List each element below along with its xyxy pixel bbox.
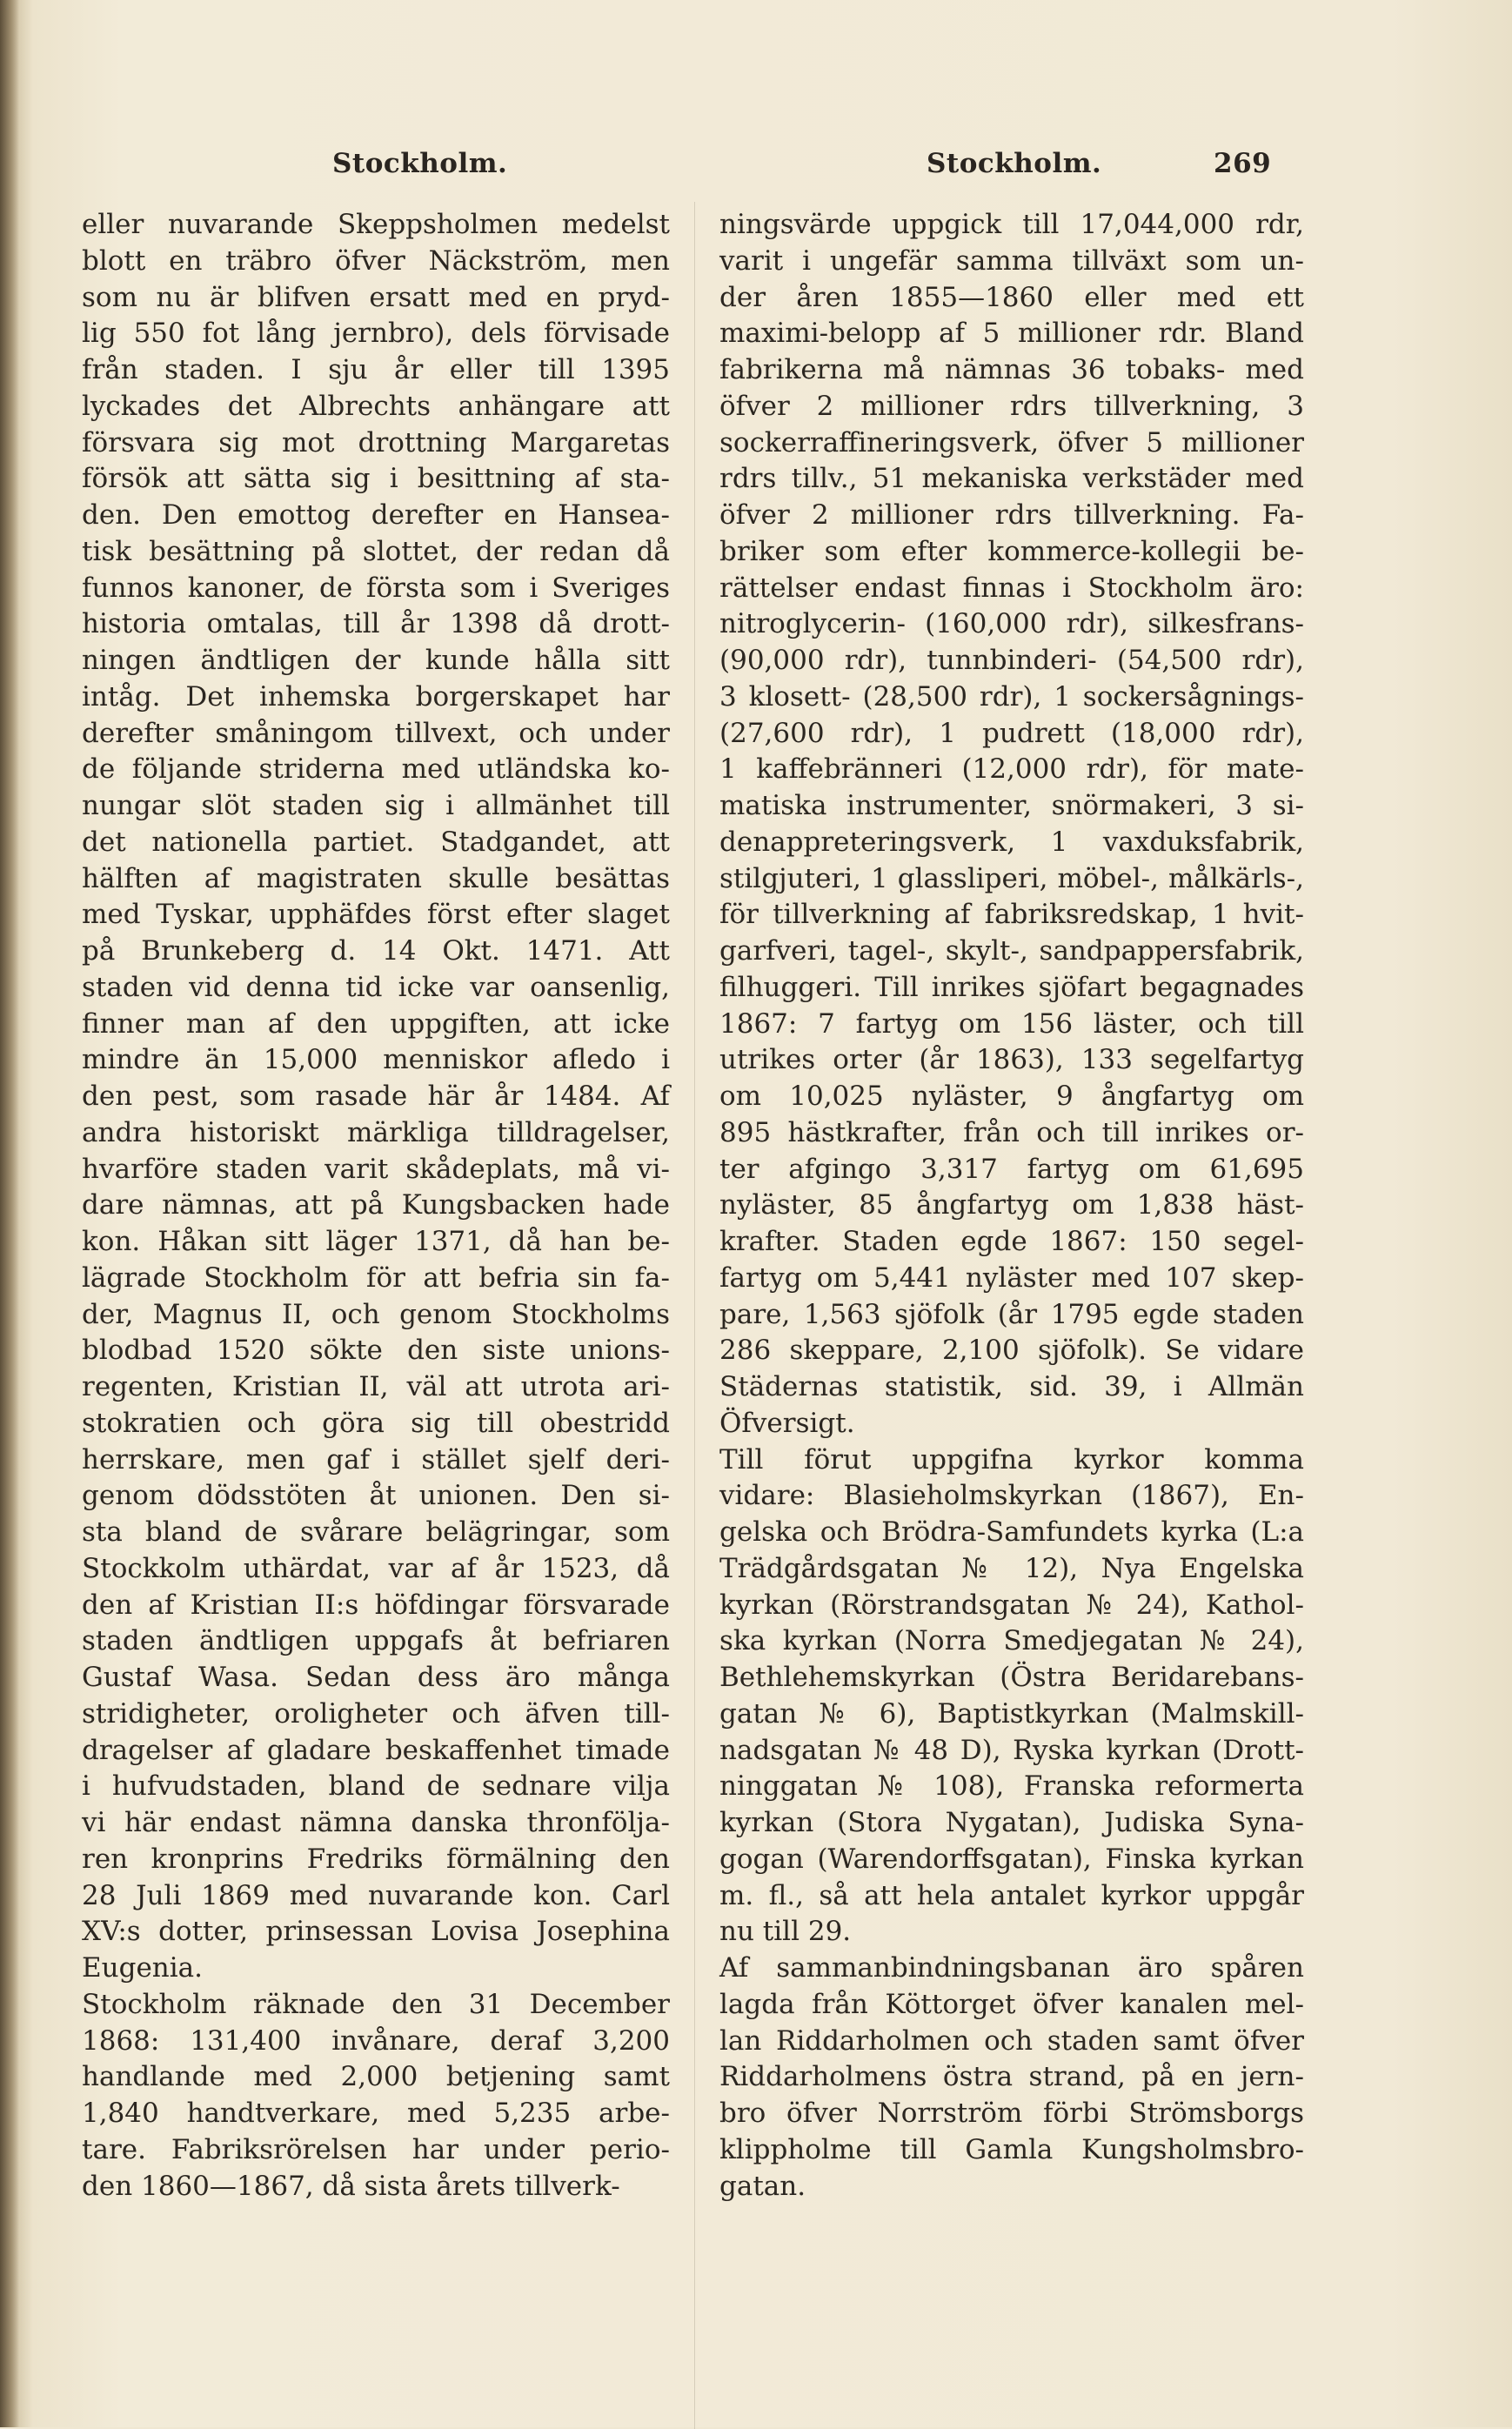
text-line: Stockkolm uthärdat, var af år 1523, då [82,1552,670,1584]
text-line: Till förut uppgifna kyrkor komma [719,1443,1304,1475]
text-line: nitroglycerin- (160,000 rdr), silkesfrans- [719,608,1304,640]
text-line: vidare: Blasieholmskyrkan (1867), En- [719,1480,1304,1512]
text-line: ska kyrkan (Norra Smedjegatan № 24), [719,1625,1304,1657]
text-line: andra historiskt märkliga tilldragelser, [82,1116,670,1148]
text-line: mindre än 15,000 menniskor afledo i [82,1044,670,1076]
text-line: derefter småningom tillvext, och under [82,717,670,749]
text-line: 286 skeppare, 2,100 sjöfolk). Se vidare [719,1335,1304,1367]
text-line: Eugenia. [82,1952,204,1984]
text-line: öfver 2 millioner rdrs tillverkning, 3 [719,390,1304,422]
text-line: de följande striderna med utländska ko- [82,753,670,786]
text-line: 1868: 131,400 invånare, deraf 3,200 [82,2024,670,2057]
text-line: nadsgatan № 48 D), Ryska kyrkan (Drott- [719,1734,1304,1766]
text-line: Öfversigt. [719,1407,855,1439]
text-line: från staden. I sju år eller till 1395 [82,354,670,385]
text-line: gatan № 6), Baptistkyrkan (Malmskill- [719,1697,1304,1730]
text-line: filhuggeri. Till inrikes sjöfart begagnades [719,971,1304,1003]
text-line: blodbad 1520 sökte den siste unions- [82,1335,670,1367]
text-line: matiska instrumenter, snörmakeri, 3 si- [719,790,1304,821]
text-line: intåg. Det inhemska borgerskapet har [82,680,670,713]
text-line: 1867: 7 fartyg om 156 läster, och till [719,1007,1304,1040]
text-line: staden ändtligen uppgafs åt befriaren [82,1625,670,1657]
running-head-left: Stockholm. [332,148,508,179]
running-head-right: Stockholm. [927,148,1102,179]
text-line: regenten, Kristian II, väl att utrota ari- [82,1371,670,1402]
text-line: lan Riddarholmen och staden samt öfver [719,2024,1304,2057]
text-line: lagda från Köttorget öfver kanalen mel- [719,1988,1304,2020]
text-line: denappreteringsverk, 1 vaxduksfabrik, [719,826,1304,858]
text-line: i hufvudstaden, bland de sednare vilja [82,1770,670,1803]
text-line: Städernas statistik, sid. 39, i Allmän [719,1371,1304,1402]
text-line: vi här endast nämna danska thronfölja- [82,1807,670,1838]
text-line: lägrade Stockholm för att befria sin fa- [82,1261,670,1294]
text-line: garfveri, tagel-, skylt-, sandpappersfabrik, [719,935,1304,967]
text-line: der, Magnus II, och genom Stockholms [82,1298,670,1330]
text-line: Bethlehemskyrkan (Östra Beridarebans- [719,1662,1304,1693]
text-line: lig 550 fot lång jernbro), dels förvisade [82,318,670,350]
text-line: den af Kristian II:s höfdingar försvarade [82,1589,670,1621]
right-column [719,207,1304,2205]
text-line: öfver 2 millioner rdrs tillverkning. Fa- [719,499,1304,531]
text-line: stokratien och göra sig till obestridd [82,1407,670,1439]
text-line: om 10,025 nyläster, 9 ångfartyg om [719,1081,1304,1112]
text-line: historia omtalas, till år 1398 då drott- [82,608,670,640]
text-line: klippholme till Gamla Kungsholmsbro- [719,2133,1304,2165]
text-line: dare nämnas, att på Kungsbacken hade [82,1189,670,1221]
text-line: ninggatan № 108), Franska reformerta [719,1770,1304,1803]
text-line: (90,000 rdr), tunnbinderi- (54,500 rdr), [719,645,1304,676]
text-line: 1 kaffebränneri (12,000 rdr), för mate- [719,753,1304,786]
text-line: Stockholm räknade den 31 December [82,1988,670,2020]
text-line: sta bland de svårare belägringar, som [82,1516,670,1548]
text-line: tisk besättning på slottet, der redan då [82,535,670,567]
text-line: kon. Håkan sitt läger 1371, då han be- [82,1226,670,1257]
text-line: (27,600 rdr), 1 pudrett (18,000 rdr), [719,717,1304,749]
text-line: som nu är blifven ersatt med en pryd- [82,281,670,313]
text-line: Af sammanbindningsbanan äro spåren [719,1952,1304,1984]
text-line: funnos kanoner, de första som i Sveriges [82,572,670,604]
text-line: Riddarholmens östra strand, på en jern- [719,2061,1304,2093]
text-line: kyrkan (Stora Nygatan), Judiska Syna- [719,1807,1304,1838]
page-number: 269 [1214,148,1272,179]
text-line: stridigheter, oroligheter och äfven till- [82,1697,670,1730]
text-line: finner man af den uppgiften, att icke [82,1007,670,1040]
text-line: eller nuvarande Skeppsholmen medelst [82,209,670,240]
text-line: den. Den emottog derefter en Hansea- [82,499,670,531]
text-line: m. fl., så att hela antalet kyrkor uppgår [719,1879,1304,1911]
text-line: hvarföre staden varit skådeplats, må vi- [82,1153,670,1185]
column-gutter [694,202,695,2429]
text-line: nu till 29. [719,1916,852,1948]
text-line: nungar slöt staden sig i allmänhet till [82,790,670,821]
text-line: der åren 1855—1860 eller med ett [719,281,1304,313]
text-line: 1,840 handtverkare, med 5,235 arbe- [82,2098,670,2129]
text-line: XV:s dotter, prinsessan Lovisa Josephina [82,1916,670,1948]
text-line: den pest, som rasade här år 1484. Af [82,1081,670,1112]
text-line: ter afgingo 3,317 fartyg om 61,695 [719,1153,1304,1185]
text-line: fartyg om 5,441 nyläster med 107 skep- [719,1261,1304,1294]
text-line: den 1860—1867, då sista årets tillverk- [82,2170,620,2202]
text-line: tare. Fabriksrörelsen har under perio- [82,2133,670,2165]
text-line: på Brunkeberg d. 14 Okt. 1471. Att [82,935,670,967]
text-line: hälften af magistraten skulle besättas [82,862,670,894]
text-line: maximi-belopp af 5 millioner rdr. Bland [719,318,1304,350]
text-line: ningsvärde uppgick till 17,044,000 rdr, [719,209,1304,240]
text-line: 3 klosett- (28,500 rdr), 1 sockersågnings- [719,680,1304,713]
left-column [82,207,670,2205]
text-line: Trädgårdsgatan № 12), Nya Engelska [719,1552,1304,1584]
text-line: krafter. Staden egde 1867: 150 segel- [719,1226,1304,1257]
text-line: gatan. [719,2170,806,2202]
text-line: fabrikerna må nämnas 36 tobaks- med [719,354,1304,385]
text-line: gogan (Warendorffsgatan), Finska kyrkan [719,1843,1304,1875]
text-line: staden vid denna tid icke var oansenlig, [82,971,670,1003]
text-line: kyrkan (Rörstrandsgatan № 24), Kathol- [719,1589,1304,1621]
text-line: gelska och Brödra-Samfundets kyrka (L:a [719,1516,1304,1548]
text-line: ren kronprins Fredriks förmälning den [82,1843,670,1875]
text-line: varit i ungefär samma tillväxt som un- [719,244,1304,277]
text-line: handlande med 2,000 betjening samt [82,2061,670,2093]
text-line: briker som efter kommerce-kollegii be- [719,535,1304,567]
text-line: utrikes orter (år 1863), 133 segelfartyg [719,1044,1304,1076]
text-line: nyläster, 85 ångfartyg om 1,838 häst- [719,1189,1304,1221]
text-line: herrskare, men gaf i stället sjelf deri- [82,1443,670,1475]
text-line: genom dödsstöten åt unionen. Den si- [82,1480,670,1512]
text-line: rdrs tillv., 51 mekaniska verkstäder med [719,463,1304,495]
text-line: bro öfver Norrström förbi Strömsborgs [719,2098,1304,2129]
text-line: försvara sig mot drottning Margaretas [82,426,670,458]
text-line: försök att sätta sig i besittning af sta- [82,463,670,495]
text-line: sockerraffineringsverk, öfver 5 millioner [719,426,1304,458]
text-line: 895 hästkrafter, från och till inrikes or- [719,1116,1304,1148]
text-line: med Tyskar, upphäfdes först efter slaget [82,899,670,931]
text-line: Gustaf Wasa. Sedan dess äro många [82,1662,670,1693]
binding-edge [0,0,19,2427]
text-line: blott en träbro öfver Näckström, men [82,244,670,277]
text-line: för tillverkning af fabriksredskap, 1 hvit- [719,899,1304,931]
text-line: lyckades det Albrechts anhängare att [82,390,670,422]
text-line: stilgjuteri, 1 glassliperi, möbel-, målkärls-, [719,862,1304,894]
text-line: det nationella partiet. Stadgandet, att [82,826,670,858]
text-line: rättelser endast finnas i Stockholm äro: [719,572,1304,604]
text-line: 28 Juli 1869 med nuvarande kon. Carl [82,1879,670,1911]
text-line: ningen ändtligen der kunde hålla sitt [82,645,670,676]
text-line: pare, 1,563 sjöfolk (år 1795 egde staden [719,1298,1304,1330]
text-line: dragelser af gladare beskaffenhet timade [82,1734,670,1766]
